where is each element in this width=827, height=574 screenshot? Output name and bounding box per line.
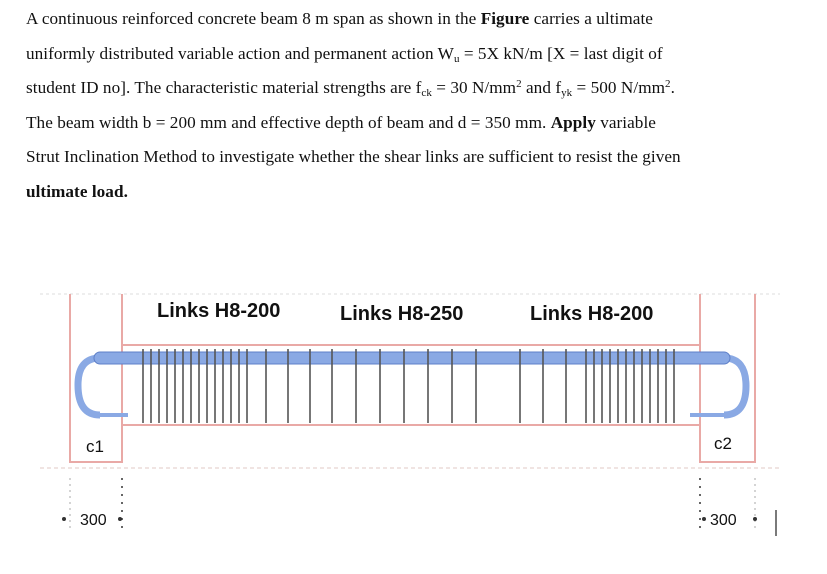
question-line-5: Strut Inclination Method to investigate whether the shear links are sufficient to resist the given [26, 147, 681, 167]
question-line-3: student ID no]. The characteristic material strengths are $f_{ck} = 30$ $N/mm^2$ and $f_{yk} = 500$ $N/mm^2$. [26, 78, 675, 100]
dim-left-dot-a [62, 517, 66, 521]
dim-right-dot-a [702, 517, 706, 521]
right-hook [724, 358, 746, 415]
label-column-c1: c1 [86, 437, 104, 456]
label-dimension-right: 300 [710, 512, 737, 529]
dim-right-dot-b [753, 517, 757, 521]
bottom-bar-stub-left [96, 413, 128, 417]
label-dimension-left: 300 [80, 512, 107, 529]
label-links-left: Links H8-200 [157, 300, 281, 322]
beam-bottom-outline [122, 425, 700, 462]
label-column-c2: c2 [714, 434, 732, 453]
left-hook [78, 358, 100, 415]
bottom-bar-stub-right [690, 413, 730, 417]
question-line-1: A continuous reinforced concrete beam 8 m span as shown in the Figure carries a ultimate [26, 9, 653, 28]
question-line-2: uniformly distributed variable action and permanent action $W_u = 5X$ kN/m [X = last digit of [26, 43, 663, 65]
label-links-right: Links H8-200 [530, 303, 654, 325]
question-line-6: ultimate load. [26, 181, 128, 201]
question-line-4: The beam width b = 200 mm and effective depth of beam and d = 350 mm. Apply variable [26, 112, 656, 132]
dim-left-dot-b [118, 517, 122, 521]
label-links-middle: Links H8-250 [340, 303, 464, 325]
